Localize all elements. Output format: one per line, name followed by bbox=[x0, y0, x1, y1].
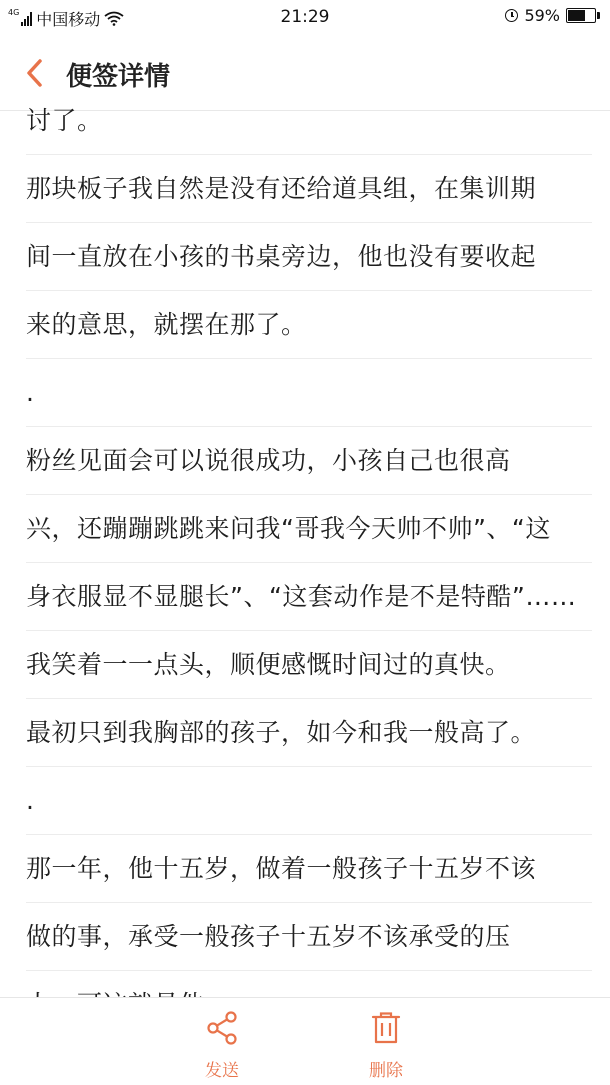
bottom-toolbar bbox=[0, 997, 610, 1085]
note-line: 最初只到我胸部的孩子，如今和我一般高了。 bbox=[26, 699, 592, 767]
alarm-icon bbox=[505, 9, 518, 22]
battery-icon bbox=[566, 8, 596, 23]
note-line: 兴，还蹦蹦跳跳来问我“哥我今天帅不帅”、“这 bbox=[26, 495, 592, 563]
note-line: 我笑着一一点头，顺便感慨时间过的真快。 bbox=[26, 631, 592, 699]
note-lines bbox=[26, 87, 592, 1039]
delete-label: 删除 bbox=[369, 1061, 403, 1081]
delete-button[interactable] bbox=[346, 1010, 426, 1081]
note-line: . bbox=[26, 359, 592, 427]
page-title: 便签详情 bbox=[66, 62, 171, 92]
note-line: 那一年，他十五岁，做着一般孩子十五岁不该 bbox=[26, 835, 592, 903]
carrier-name: 中国移动 bbox=[36, 10, 101, 29]
note-line: . bbox=[26, 767, 592, 835]
note-line: 做的事，承受一般孩子十五岁不该承受的压 bbox=[26, 903, 592, 971]
trash-icon bbox=[368, 1010, 404, 1046]
note-content[interactable] bbox=[0, 106, 610, 997]
note-line: 身衣服显不显腿长”、“这套动作是不是特酷”…… bbox=[26, 563, 592, 631]
chevron-left-icon[interactable] bbox=[22, 58, 50, 88]
send-label: 发送 bbox=[205, 1061, 239, 1081]
share-icon bbox=[204, 1010, 240, 1046]
note-line: 来的意思，就摆在那了。 bbox=[26, 291, 592, 359]
note-line: 讨了。 bbox=[26, 87, 592, 155]
status-bar bbox=[0, 0, 610, 36]
send-button[interactable] bbox=[182, 1010, 262, 1081]
network-type: 4G bbox=[8, 8, 20, 17]
note-line: 粉丝见面会可以说很成功，小孩自己也很高 bbox=[26, 427, 592, 495]
note-line: 那块板子我自然是没有还给道具组，在集训期 bbox=[26, 155, 592, 223]
status-time: 21:29 bbox=[280, 7, 330, 27]
note-line: 间一直放在小孩的书桌旁边，他也没有要收起 bbox=[26, 223, 592, 291]
battery-percent: 59% bbox=[524, 6, 560, 25]
status-right bbox=[505, 6, 596, 25]
